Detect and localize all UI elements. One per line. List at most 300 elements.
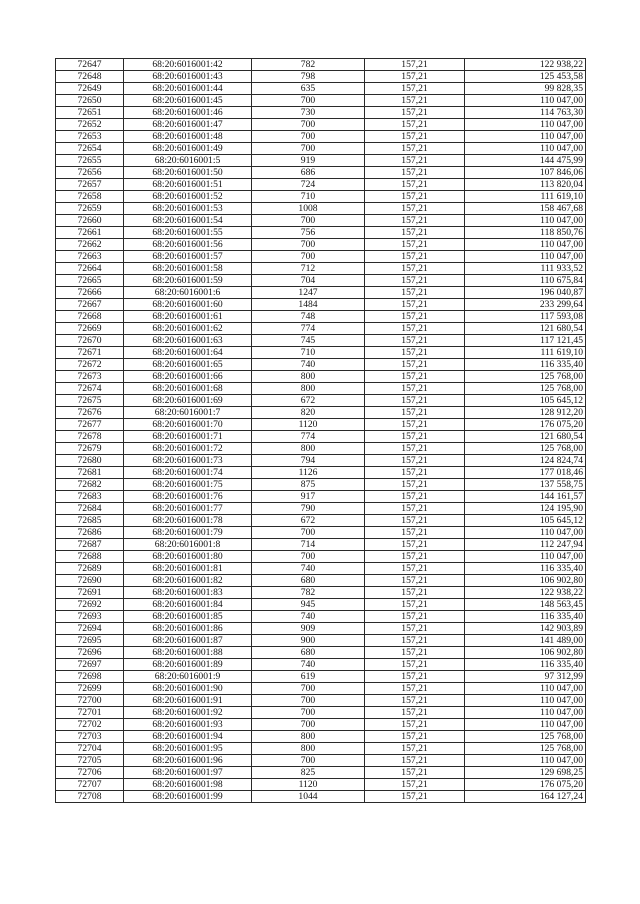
row-number-cell: 72668 [56,311,124,323]
row-number-cell: 72664 [56,263,124,275]
area-value-cell: 700 [252,755,365,767]
cadastral-value-cell: 176 075,20 [465,779,586,791]
cadastral-number-cell: 68:20:6016001:58 [124,263,252,275]
specific-value-cell: 157,21 [365,263,465,275]
table-row [56,539,586,551]
area-value-cell: 672 [252,515,365,527]
specific-value-cell: 157,21 [365,299,465,311]
specific-value-cell: 157,21 [365,407,465,419]
table-row [56,167,586,179]
cadastral-number-cell: 68:20:6016001:77 [124,503,252,515]
cadastral-number-cell: 68:20:6016001:72 [124,443,252,455]
cadastral-value-cell: 121 680,54 [465,323,586,335]
cadastral-number-cell: 68:20:6016001:88 [124,647,252,659]
cadastral-number-cell: 68:20:6016001:56 [124,239,252,251]
specific-value-cell: 157,21 [365,695,465,707]
table-row [56,191,586,203]
cadastral-number-cell: 68:20:6016001:91 [124,695,252,707]
cadastral-value-cell: 110 047,00 [465,527,586,539]
cadastral-value-cell: 144 475,99 [465,155,586,167]
row-number-cell: 72659 [56,203,124,215]
specific-value-cell: 157,21 [365,287,465,299]
table-row [56,347,586,359]
area-value-cell: 700 [252,131,365,143]
row-number-cell: 72665 [56,275,124,287]
table-row [56,743,586,755]
table-row [56,95,586,107]
cadastral-value-cell: 117 593,08 [465,311,586,323]
table-row [56,455,586,467]
table-row [56,659,586,671]
table-row [56,755,586,767]
specific-value-cell: 157,21 [365,119,465,131]
cadastral-value-cell: 116 335,40 [465,659,586,671]
area-value-cell: 756 [252,227,365,239]
table-row [56,59,586,71]
table-row [56,335,586,347]
table-row [56,731,586,743]
cadastral-number-cell: 68:20:6016001:42 [124,59,252,71]
cadastral-value-cell: 124 195,90 [465,503,586,515]
row-number-cell: 72658 [56,191,124,203]
cadastral-number-cell: 68:20:6016001:44 [124,83,252,95]
row-number-cell: 72679 [56,443,124,455]
cadastral-value-cell: 148 563,45 [465,599,586,611]
specific-value-cell: 157,21 [365,623,465,635]
cadastral-number-cell: 68:20:6016001:6 [124,287,252,299]
specific-value-cell: 157,21 [365,791,465,803]
specific-value-cell: 157,21 [365,371,465,383]
cadastral-value-cell: 110 675,84 [465,275,586,287]
cadastral-value-cell: 110 047,00 [465,707,586,719]
area-value-cell: 700 [252,251,365,263]
row-number-cell: 72656 [56,167,124,179]
cadastral-value-cell: 111 619,10 [465,191,586,203]
area-value-cell: 700 [252,119,365,131]
cadastral-value-cell: 137 558,75 [465,479,586,491]
table-row [56,467,586,479]
row-number-cell: 72673 [56,371,124,383]
area-value-cell: 710 [252,191,365,203]
cadastral-number-cell: 68:20:6016001:96 [124,755,252,767]
specific-value-cell: 157,21 [365,683,465,695]
table-row [56,791,586,803]
row-number-cell: 72670 [56,335,124,347]
row-number-cell: 72690 [56,575,124,587]
area-value-cell: 800 [252,743,365,755]
row-number-cell: 72649 [56,83,124,95]
table-row [56,623,586,635]
specific-value-cell: 157,21 [365,227,465,239]
specific-value-cell: 157,21 [365,383,465,395]
table-row [56,83,586,95]
area-value-cell: 945 [252,599,365,611]
cadastral-value-cell: 142 903,89 [465,623,586,635]
specific-value-cell: 157,21 [365,251,465,263]
cadastral-value-cell: 99 828,35 [465,83,586,95]
row-number-cell: 72680 [56,455,124,467]
row-number-cell: 72692 [56,599,124,611]
area-value-cell: 714 [252,539,365,551]
row-number-cell: 72706 [56,767,124,779]
row-number-cell: 72697 [56,659,124,671]
specific-value-cell: 157,21 [365,611,465,623]
cadastral-value-cell: 110 047,00 [465,239,586,251]
table-row [56,647,586,659]
cadastral-value-cell: 144 161,57 [465,491,586,503]
area-value-cell: 740 [252,659,365,671]
cadastral-value-cell: 176 075,20 [465,419,586,431]
specific-value-cell: 157,21 [365,647,465,659]
area-value-cell: 1120 [252,419,365,431]
specific-value-cell: 157,21 [365,515,465,527]
area-value-cell: 745 [252,335,365,347]
cadastral-number-cell: 68:20:6016001:48 [124,131,252,143]
area-value-cell: 1044 [252,791,365,803]
cadastral-number-cell: 68:20:6016001:86 [124,623,252,635]
cadastral-value-cell: 233 299,64 [465,299,586,311]
cadastral-number-cell: 68:20:6016001:81 [124,563,252,575]
cadastral-number-cell: 68:20:6016001:87 [124,635,252,647]
cadastral-value-cell: 125 768,00 [465,731,586,743]
cadastral-number-cell: 68:20:6016001:79 [124,527,252,539]
row-number-cell: 72689 [56,563,124,575]
area-value-cell: 700 [252,551,365,563]
cadastral-number-cell: 68:20:6016001:69 [124,395,252,407]
table-row [56,719,586,731]
cadastral-value-cell: 110 047,00 [465,119,586,131]
area-value-cell: 672 [252,395,365,407]
specific-value-cell: 157,21 [365,743,465,755]
cadastral-number-cell: 68:20:6016001:46 [124,107,252,119]
area-value-cell: 700 [252,239,365,251]
table-row [56,155,586,167]
cadastral-value-cell: 177 018,46 [465,467,586,479]
cadastral-value-cell: 112 247,94 [465,539,586,551]
area-value-cell: 724 [252,179,365,191]
cadastral-number-cell: 68:20:6016001:85 [124,611,252,623]
area-value-cell: 800 [252,443,365,455]
cadastral-value-cell: 110 047,00 [465,551,586,563]
cadastral-number-cell: 68:20:6016001:64 [124,347,252,359]
area-value-cell: 712 [252,263,365,275]
area-value-cell: 774 [252,431,365,443]
row-number-cell: 72648 [56,71,124,83]
cadastral-value-cell: 111 619,10 [465,347,586,359]
cadastral-value-cell: 105 645,12 [465,395,586,407]
cadastral-value-cell: 196 040,87 [465,287,586,299]
area-value-cell: 825 [252,767,365,779]
cadastral-number-cell: 68:20:6016001:73 [124,455,252,467]
cadastral-number-cell: 68:20:6016001:65 [124,359,252,371]
specific-value-cell: 157,21 [365,707,465,719]
cadastral-value-cell: 125 453,58 [465,71,586,83]
table-row [56,227,586,239]
area-value-cell: 790 [252,503,365,515]
row-number-cell: 72652 [56,119,124,131]
row-number-cell: 72654 [56,143,124,155]
cadastral-number-cell: 68:20:6016001:8 [124,539,252,551]
table-row [56,599,586,611]
table-row [56,107,586,119]
cadastral-number-cell: 68:20:6016001:60 [124,299,252,311]
cadastral-number-cell: 68:20:6016001:70 [124,419,252,431]
cadastral-value-cell: 125 768,00 [465,743,586,755]
cadastral-number-cell: 68:20:6016001:45 [124,95,252,107]
row-number-cell: 72675 [56,395,124,407]
cadastral-number-cell: 68:20:6016001:80 [124,551,252,563]
area-value-cell: 700 [252,95,365,107]
table-row [56,287,586,299]
cadastral-number-cell: 68:20:6016001:49 [124,143,252,155]
row-number-cell: 72678 [56,431,124,443]
area-value-cell: 919 [252,155,365,167]
cadastral-number-cell: 68:20:6016001:62 [124,323,252,335]
specific-value-cell: 157,21 [365,587,465,599]
table-body [56,59,586,803]
cadastral-number-cell: 68:20:6016001:98 [124,779,252,791]
cadastral-value-cell: 125 768,00 [465,383,586,395]
cadastral-value-cell: 106 902,80 [465,575,586,587]
cadastral-value-cell: 110 047,00 [465,683,586,695]
table-row [56,575,586,587]
area-value-cell: 800 [252,383,365,395]
cadastral-value-cell: 164 127,24 [465,791,586,803]
row-number-cell: 72655 [56,155,124,167]
specific-value-cell: 157,21 [365,131,465,143]
cadastral-number-cell: 68:20:6016001:97 [124,767,252,779]
table-row [56,71,586,83]
cadastral-number-cell: 68:20:6016001:5 [124,155,252,167]
specific-value-cell: 157,21 [365,479,465,491]
table-row [56,503,586,515]
table-row [56,371,586,383]
row-number-cell: 72702 [56,719,124,731]
area-value-cell: 1484 [252,299,365,311]
cadastral-number-cell: 68:20:6016001:61 [124,311,252,323]
cadastral-value-cell: 110 047,00 [465,143,586,155]
table-row [56,527,586,539]
row-number-cell: 72691 [56,587,124,599]
row-number-cell: 72671 [56,347,124,359]
specific-value-cell: 157,21 [365,203,465,215]
cadastral-value-cell: 158 467,68 [465,203,586,215]
cadastral-value-cell: 118 850,76 [465,227,586,239]
area-value-cell: 800 [252,731,365,743]
cadastral-value-cell: 110 047,00 [465,95,586,107]
cadastral-value-cell: 107 846,06 [465,167,586,179]
cadastral-value-cell: 122 938,22 [465,587,586,599]
cadastral-value-cell: 128 912,20 [465,407,586,419]
table-row [56,143,586,155]
table-row [56,695,586,707]
table-row [56,203,586,215]
cadastral-number-cell: 68:20:6016001:68 [124,383,252,395]
row-number-cell: 72701 [56,707,124,719]
area-value-cell: 794 [252,455,365,467]
cadastral-value-cell: 110 047,00 [465,695,586,707]
specific-value-cell: 157,21 [365,455,465,467]
cadastral-number-cell: 68:20:6016001:99 [124,791,252,803]
table-row [56,383,586,395]
row-number-cell: 72683 [56,491,124,503]
cadastral-number-cell: 68:20:6016001:63 [124,335,252,347]
area-value-cell: 635 [252,83,365,95]
row-number-cell: 72699 [56,683,124,695]
area-value-cell: 700 [252,527,365,539]
table-row [56,635,586,647]
cadastral-number-cell: 68:20:6016001:51 [124,179,252,191]
specific-value-cell: 157,21 [365,443,465,455]
cadastral-number-cell: 68:20:6016001:43 [124,71,252,83]
area-value-cell: 700 [252,719,365,731]
row-number-cell: 72705 [56,755,124,767]
table-row [56,323,586,335]
specific-value-cell: 157,21 [365,503,465,515]
cadastral-number-cell: 68:20:6016001:83 [124,587,252,599]
area-value-cell: 704 [252,275,365,287]
specific-value-cell: 157,21 [365,143,465,155]
cadastral-number-cell: 68:20:6016001:71 [124,431,252,443]
row-number-cell: 72708 [56,791,124,803]
table-row [56,551,586,563]
specific-value-cell: 157,21 [365,239,465,251]
table-row [56,515,586,527]
table-row [56,179,586,191]
row-number-cell: 72662 [56,239,124,251]
row-number-cell: 72685 [56,515,124,527]
area-value-cell: 710 [252,347,365,359]
area-value-cell: 1120 [252,779,365,791]
area-value-cell: 1126 [252,467,365,479]
specific-value-cell: 157,21 [365,59,465,71]
cadastral-number-cell: 68:20:6016001:54 [124,215,252,227]
area-value-cell: 917 [252,491,365,503]
specific-value-cell: 157,21 [365,767,465,779]
cadastral-value-cell: 111 933,52 [465,263,586,275]
row-number-cell: 72707 [56,779,124,791]
specific-value-cell: 157,21 [365,347,465,359]
cadastral-value-cell: 129 698,25 [465,767,586,779]
cadastral-value-cell: 110 047,00 [465,251,586,263]
row-number-cell: 72669 [56,323,124,335]
cadastral-number-cell: 68:20:6016001:90 [124,683,252,695]
specific-value-cell: 157,21 [365,491,465,503]
cadastral-value-cell: 121 680,54 [465,431,586,443]
row-number-cell: 72688 [56,551,124,563]
cadastral-value-cell: 122 938,22 [465,59,586,71]
cadastral-value-cell: 110 047,00 [465,215,586,227]
area-value-cell: 782 [252,59,365,71]
cadastral-number-cell: 68:20:6016001:55 [124,227,252,239]
specific-value-cell: 157,21 [365,107,465,119]
area-value-cell: 900 [252,635,365,647]
specific-value-cell: 157,21 [365,659,465,671]
row-number-cell: 72650 [56,95,124,107]
area-value-cell: 800 [252,371,365,383]
cadastral-number-cell: 68:20:6016001:84 [124,599,252,611]
row-number-cell: 72667 [56,299,124,311]
area-value-cell: 909 [252,623,365,635]
row-number-cell: 72694 [56,623,124,635]
area-value-cell: 700 [252,143,365,155]
table-row [56,611,586,623]
cadastral-number-cell: 68:20:6016001:9 [124,671,252,683]
row-number-cell: 72653 [56,131,124,143]
specific-value-cell: 157,21 [365,83,465,95]
row-number-cell: 72693 [56,611,124,623]
table-row [56,563,586,575]
table-row [56,587,586,599]
cadastral-number-cell: 68:20:6016001:82 [124,575,252,587]
row-number-cell: 72666 [56,287,124,299]
cadastral-value-cell: 113 820,04 [465,179,586,191]
row-number-cell: 72687 [56,539,124,551]
row-number-cell: 72672 [56,359,124,371]
row-number-cell: 72698 [56,671,124,683]
cadastral-number-cell: 68:20:6016001:66 [124,371,252,383]
cadastral-number-cell: 68:20:6016001:47 [124,119,252,131]
specific-value-cell: 157,21 [365,191,465,203]
cadastral-number-cell: 68:20:6016001:59 [124,275,252,287]
cadastral-value-cell: 97 312,99 [465,671,586,683]
table-row [56,299,586,311]
specific-value-cell: 157,21 [365,155,465,167]
cadastral-value-cell: 114 763,30 [465,107,586,119]
table-row [56,683,586,695]
cadastral-value-table [55,58,586,803]
area-value-cell: 1008 [252,203,365,215]
cadastral-value-cell: 124 824,74 [465,455,586,467]
cadastral-value-cell: 105 645,12 [465,515,586,527]
table-row [56,119,586,131]
area-value-cell: 798 [252,71,365,83]
table-row [56,263,586,275]
table-row [56,707,586,719]
area-value-cell: 700 [252,695,365,707]
row-number-cell: 72684 [56,503,124,515]
specific-value-cell: 157,21 [365,779,465,791]
row-number-cell: 72651 [56,107,124,119]
table-row [56,359,586,371]
row-number-cell: 72704 [56,743,124,755]
cadastral-value-cell: 116 335,40 [465,359,586,371]
area-value-cell: 782 [252,587,365,599]
specific-value-cell: 157,21 [365,539,465,551]
specific-value-cell: 157,21 [365,71,465,83]
row-number-cell: 72657 [56,179,124,191]
specific-value-cell: 157,21 [365,95,465,107]
cadastral-value-cell: 106 902,80 [465,647,586,659]
cadastral-number-cell: 68:20:6016001:52 [124,191,252,203]
area-value-cell: 820 [252,407,365,419]
table-row [56,419,586,431]
cadastral-number-cell: 68:20:6016001:94 [124,731,252,743]
area-value-cell: 1247 [252,287,365,299]
area-value-cell: 686 [252,167,365,179]
area-value-cell: 700 [252,707,365,719]
cadastral-number-cell: 68:20:6016001:74 [124,467,252,479]
cadastral-number-cell: 68:20:6016001:53 [124,203,252,215]
specific-value-cell: 157,21 [365,311,465,323]
specific-value-cell: 157,21 [365,755,465,767]
row-number-cell: 72647 [56,59,124,71]
area-value-cell: 740 [252,359,365,371]
row-number-cell: 72676 [56,407,124,419]
cadastral-value-cell: 125 768,00 [465,443,586,455]
table-row [56,311,586,323]
row-number-cell: 72681 [56,467,124,479]
